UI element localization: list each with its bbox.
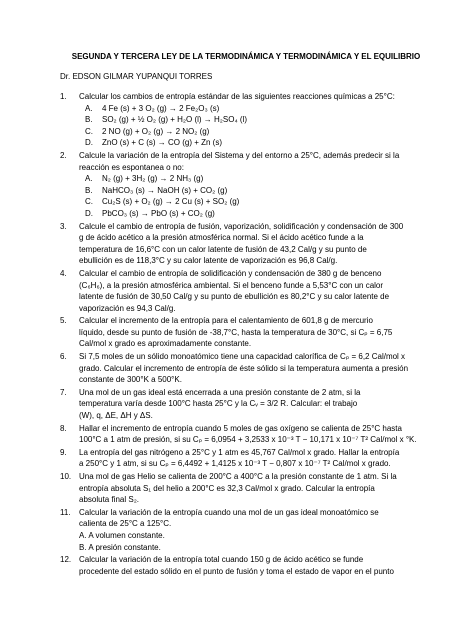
reaction-equation: ZnO (s) + C (s) → CO (g) + Zn (s) — [102, 138, 223, 148]
problem-number: 10. — [60, 472, 72, 481]
problem-item — [58, 221, 434, 267]
reaction-equation: N₂ (g) + 3H₂ (g) → 2 NH₃ (g) — [102, 174, 204, 184]
problem-item — [58, 471, 434, 506]
problem-text-line: Cal/mol x grado es aproximadamente constante. — [79, 339, 252, 349]
reaction-equation: SO₂ (g) + ½ O₂ (g) + H₂O (l) → H₂SO₄ (l) — [102, 115, 248, 125]
problem-text-line: Una mol de un gas ideal está encerrada a una presión constante de 2 atm, si la — [79, 387, 361, 397]
problem-number: 9. — [60, 447, 67, 457]
problem-number: 8. — [60, 423, 67, 433]
problem-item — [58, 268, 434, 314]
reaction-item — [79, 185, 434, 197]
reaction-letter: B. — [85, 115, 93, 125]
problem-number: 2. — [60, 150, 67, 160]
reaction-letter: D. — [85, 208, 93, 218]
problem-text-line: temperatura de 16,6°C con un calor latente de fusión de 43,2 Cal/g y su punto de — [79, 244, 367, 254]
reaction-equation: NaHCO₃ (s) → NaOH (s) + CO₂ (g) — [102, 185, 228, 195]
problem-number: 7. — [60, 387, 67, 397]
problem-text-line: constante de 300°K a 500°K. — [79, 375, 182, 385]
reaction-equation: 4 Fe (s) + 3 O₂ (g) → 2 Fe₂O₃ (s) — [102, 103, 220, 113]
problem-item — [58, 315, 434, 350]
reaction-letter: C. — [85, 126, 93, 136]
problem-text-line: latente de fusión de 30,50 Cal/g y su punto de ebullición es 80,2°C y su calor latente de — [79, 292, 390, 302]
problem-text-line: Calcule el cambio de entropía de fusión, vaporización, solidificación y condensación de 300 — [79, 221, 404, 231]
problem-item — [58, 351, 434, 386]
problem-item — [58, 387, 434, 422]
problem-text-line: Calcular la variación de la entropía cuando una mol de un gas ideal monoatómico se — [79, 507, 379, 517]
problem-text-line: absoluta final S₂. — [79, 495, 140, 505]
problem-list — [58, 91, 434, 577]
problem-text-line: Si 7,5 moles de un sólido monoatómico tiene una capacidad calorífica de Cₚ = 6,2 Cal/mol x — [79, 352, 406, 362]
reaction-letter: A. — [85, 103, 93, 113]
reaction-equation: 2 NO (g) + O₂ (g) → 2 NO₂ (g) — [102, 126, 210, 136]
problem-text-line: entropía absoluta S₁ del helio a 200°C es 32,3 Cal/mol x grado. Calcular la entropía — [79, 483, 375, 493]
reaction-item — [79, 126, 434, 138]
problem-text-line: grado. Calcular el incremento de entropía de éste sólido si la temperatura aumenta a presión — [79, 363, 409, 373]
reaction-list — [79, 103, 434, 149]
problem-text-line: Una mol de gas Helio se calienta de 200°C a 400°C a la presión constante de 1 atm. Si la — [79, 472, 397, 481]
problem-number: 5. — [60, 316, 67, 326]
reaction-item — [79, 196, 434, 208]
problem-text-line: vaporización es 94,3 Cal/g. — [79, 303, 176, 313]
problem-text-line: (C₆H₆), a la presión atmosférica ambiental. Si el benceno funde a 5,53°C con un calor — [79, 280, 384, 290]
problem-text-line: Calcular los cambios de entropía estándar de las siguientes reacciones químicas a 25°C: — [79, 92, 395, 101]
problem-text-line: Calcular la variación de la entropía total cuando 150 g de ácido acético se funde — [79, 555, 364, 565]
problem-number: 3. — [60, 221, 67, 231]
reaction-item — [79, 114, 434, 126]
problem-text-line: temperatura varía desde 100°C hasta 25°C y la Cᵥ = 3/2 R. Calcular: el trabajo — [79, 399, 358, 409]
problem-text-line: (W), q, ΔE, ΔH y ΔS. — [79, 411, 153, 421]
problem-number: 4. — [60, 268, 67, 278]
problem-item — [58, 423, 434, 446]
problem-item — [58, 150, 434, 220]
problem-text-line: reacción es espontanea o no: — [79, 162, 184, 172]
problem-text-line: g de ácido acético a la presión atmosférica normal. Si el ácido acético funde a la — [79, 233, 364, 243]
reaction-equation: Cu₂S (s) + O₂ (g) → 2 Cu (s) + SO₂ (g) — [102, 197, 240, 207]
problem-item — [58, 447, 434, 470]
document-author: Dr. EDSON GILMAR YUPANQUI TORRES — [60, 72, 213, 81]
problem-text-line: Calcular el cambio de entropía de solidificación y condensación de 380 g de benceno — [79, 268, 382, 278]
problem-text-line: procedente del estado sólido en el punto de fusión y toma el estado de vapor en el punto — [79, 566, 394, 576]
problem-text-line: A. A volumen constante. — [79, 530, 165, 540]
problem-text-line: calienta de 25°C a 125°C. — [79, 519, 172, 529]
problem-item — [58, 554, 434, 577]
reaction-letter: C. — [85, 197, 93, 207]
problem-number: 12. — [60, 555, 72, 565]
reaction-letter: A. — [85, 174, 93, 184]
problem-number: 11. — [60, 507, 71, 517]
reaction-item — [79, 208, 434, 220]
reaction-letter: D. — [85, 138, 93, 148]
problem-text-line: ebullición es de 118,3°C y su calor latente de vaporización es 96,8 Cal/g. — [79, 256, 338, 266]
reaction-list — [79, 173, 434, 219]
reaction-item — [79, 173, 434, 185]
problem-text-line: líquido, desde su punto de fusión de -38,7°C, hasta la temperatura de 30°C, si Cₚ = 6,75 — [79, 327, 393, 337]
reaction-letter: B. — [85, 185, 93, 195]
reaction-equation: PbCO₃ (s) → PbO (s) + CO₂ (g) — [102, 208, 215, 218]
problem-text-line: a 250°C y 1 atm, si su Cₚ = 6,4492 + 1,4125 x 10⁻³ T − 0,807 x 10⁻⁷ T² Cal/mol x grado. — [79, 459, 391, 469]
reaction-item — [79, 103, 434, 115]
problem-number: 6. — [60, 352, 67, 362]
problem-item — [58, 91, 434, 149]
reaction-item — [79, 137, 434, 149]
problem-number: 1. — [60, 92, 67, 101]
problem-text-line: Hallar el incremento de entropía cuando 5 moles de gas oxígeno se calienta de 25°C hasta — [79, 423, 402, 433]
problem-text-line: B. A presión constante. — [79, 542, 161, 552]
problem-text-line: Calcule la variación de la entropía del Sistema y del entorno a 25°C, además predecir si la — [79, 150, 400, 160]
document-title: SEGUNDA Y TERCERA LEY DE LA TERMODINÁMICA Y TERMODINÁMICA Y EL EQUILIBRIO — [71, 52, 421, 61]
problem-text-line: 100°C a 1 atm de presión, si su Cₚ = 6,0954 + 3,2533 x 10⁻³ T − 10,171 x 10⁻⁷ T² Cal/mol x °K. — [79, 435, 417, 445]
problem-text-line: La entropía del gas nitrógeno a 25°C y 1 atm es 45,767 Cal/mol x grado. Hallar la entropía — [79, 447, 400, 457]
problem-text-line: Calcular el incremento de la entropía para el calentamiento de 601,8 g de mercurio — [79, 316, 373, 326]
problem-item — [58, 507, 434, 553]
